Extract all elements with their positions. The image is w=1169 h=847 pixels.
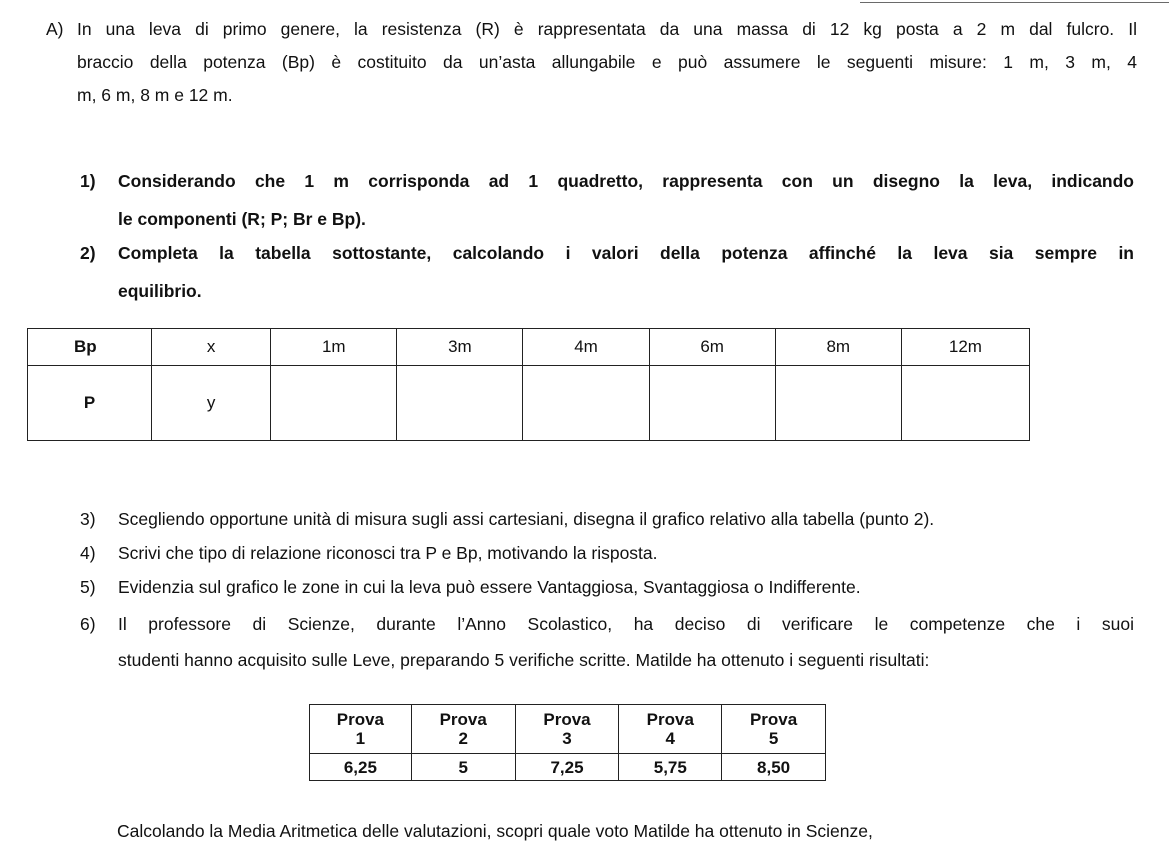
table-cell: y	[152, 366, 271, 441]
question-line: Scrivi che tipo di relazione riconosci tra P e Bp, motivando la risposta.	[118, 543, 658, 563]
prova-header-cell	[619, 705, 722, 754]
question-text	[118, 162, 1134, 238]
table-row	[28, 329, 1030, 366]
prova-header-word: Prova	[336, 710, 385, 729]
question-line: Considerando che 1 m corrisponda ad 1 quadretto, rappresenta con un disegno la leva, indicando	[118, 171, 1134, 191]
intro-line: braccio della potenza (Bp) è costituito da un’asta allungabile e può assumere le seguenti misure: 1 m, 3 m, 4	[77, 52, 1137, 72]
question-line: Evidenzia sul grafico le zone in cui la leva può essere Vantaggiosa, Svantaggiosa o Indifferente.	[118, 577, 861, 597]
prova-header-cell	[411, 705, 515, 754]
test-results-table	[309, 704, 826, 781]
bp-header-cell: Bp	[28, 329, 152, 366]
score-cell: 6,25	[310, 754, 412, 781]
prova-header-cell	[515, 705, 619, 754]
intro-line: In una leva di primo genere, la resistenza (R) è rappresentata da una massa di 12 kg posta a 2 m dal fulcro. Il	[77, 19, 1137, 39]
table-row	[28, 366, 1030, 441]
prova-header-word: Prova	[749, 710, 798, 729]
prova-header-cell	[722, 705, 826, 754]
question-line: Completa la tabella sottostante, calcolando i valori della potenza affinché la leva sia sempre in	[118, 243, 1134, 263]
table-cell: x	[152, 329, 271, 366]
question-line: le componenti (R; P; Br e Bp).	[118, 209, 366, 229]
answer-cell[interactable]	[649, 366, 775, 441]
answer-cell[interactable]	[901, 366, 1029, 441]
question-number: 6)	[80, 614, 96, 634]
answer-cell[interactable]	[271, 366, 397, 441]
p-header-cell: P	[28, 366, 152, 441]
question-number: 2)	[80, 243, 96, 263]
score-cell: 8,50	[722, 754, 826, 781]
question-text	[118, 606, 1134, 678]
prova-header-word: Prova	[543, 710, 591, 729]
question-line: studenti hanno acquisito sulle Leve, preparando 5 verifiche scritte. Matilde ha ottenuto i seguenti risultati:	[118, 650, 930, 670]
table-cell: 12m	[901, 329, 1029, 366]
prova-header-number: 5	[768, 729, 779, 748]
prova-header-cell	[310, 705, 412, 754]
prova-header-number: 3	[562, 729, 572, 748]
top-rule-divider	[860, 2, 1169, 3]
table-cell: 4m	[523, 329, 649, 366]
question-line: equilibrio.	[118, 281, 202, 301]
question-number: 5)	[80, 577, 96, 597]
prova-header-word: Prova	[646, 710, 694, 729]
question-number: 3)	[80, 509, 96, 529]
table-cell: 8m	[775, 329, 901, 366]
prova-header-number: 2	[458, 729, 468, 748]
intro-paragraph	[77, 13, 1137, 112]
question-line: Scegliendo opportune unità di misura sugli assi cartesiani, disegna il grafico relativo alla tabella (punto 2).	[118, 509, 935, 529]
footer-instruction: Calcolando la Media Aritmetica delle valutazioni, scopri quale voto Matilde ha ottenuto in Scienze,	[117, 821, 873, 841]
score-cell: 5	[411, 754, 515, 781]
table-cell: 6m	[649, 329, 775, 366]
bp-power-table	[27, 328, 1030, 441]
table-cell: 3m	[397, 329, 523, 366]
prova-header-word: Prova	[439, 710, 487, 729]
question-number: 4)	[80, 543, 96, 563]
question-text	[118, 570, 1134, 604]
intro-line: m, 6 m, 8 m e 12 m.	[77, 85, 233, 105]
table-cell: 1m	[271, 329, 397, 366]
question-text	[118, 234, 1134, 310]
question-text	[118, 502, 1134, 536]
score-cell: 7,25	[515, 754, 619, 781]
table-row	[310, 705, 826, 754]
question-line: Il professore di Scienze, durante l’Anno Scolastico, ha deciso di verificare le competenze che i suoi	[118, 614, 1134, 634]
question-number: 1)	[80, 171, 96, 191]
section-marker: A)	[46, 19, 64, 39]
table-row	[310, 754, 826, 781]
score-cell: 5,75	[619, 754, 722, 781]
question-text	[118, 536, 1134, 570]
answer-cell[interactable]	[397, 366, 523, 441]
prova-header-number: 1	[355, 729, 366, 748]
answer-cell[interactable]	[775, 366, 901, 441]
prova-header-number: 4	[665, 729, 676, 748]
answer-cell[interactable]	[523, 366, 649, 441]
